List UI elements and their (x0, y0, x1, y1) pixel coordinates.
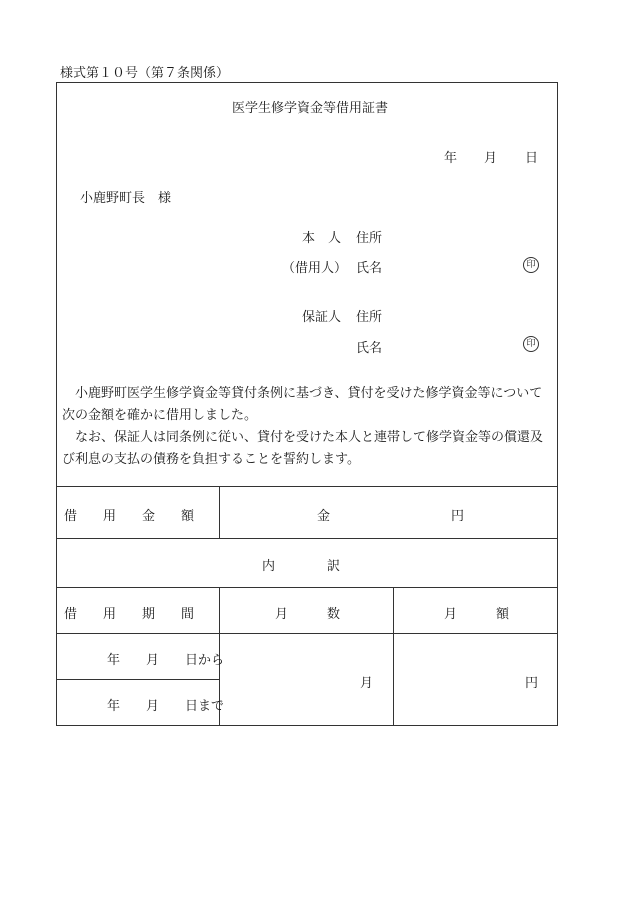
guarantor-name-label: 氏名 (356, 341, 383, 356)
table-line (56, 486, 558, 487)
guarantor-role: 保証人 (302, 310, 342, 325)
monthly-amount-header: 月 額 (444, 607, 510, 622)
period-from: 年 月 日から (107, 653, 225, 668)
date-year: 年 (444, 151, 458, 166)
date-day: 日 (525, 151, 539, 166)
document-title: 医学生修学資金等借用証書 (232, 101, 389, 116)
guarantor-address-label: 住所 (356, 310, 383, 325)
body-paragraph: 小鹿野町医学生修学資金等貸付条例に基づき、貸付を受けた修学資金等について次の金額を確かに借用しました。 (62, 386, 543, 423)
form-number: 様式第１０号（第７条関係） (60, 66, 230, 81)
loan-amount-label: 借 用 金 額 (64, 509, 195, 524)
breakdown-label: 内 訳 (262, 559, 341, 574)
borrower-role: 本 人 (302, 231, 342, 246)
body-paragraph: なお、保証人は同条例に従い、貸付を受けた本人と連帯して修学資金等の償還及び利息の支払の債務を負担することを誓約します。 (62, 430, 544, 467)
body-text (56, 383, 558, 471)
loan-period-label: 借 用 期 間 (64, 607, 195, 622)
period-to: 年 月 日まで (107, 699, 225, 714)
date-month: 月 (484, 151, 498, 166)
table-line (393, 587, 394, 726)
months-count-header: 月 数 (275, 607, 341, 622)
borrower-address-label: 住所 (356, 231, 383, 246)
amount-unit: 円 (451, 509, 465, 524)
table-line (56, 538, 558, 539)
table-line (219, 486, 220, 538)
table-line (56, 679, 220, 680)
months-unit: 月 (360, 676, 374, 691)
amount-prefix: 金 (317, 509, 331, 524)
yen-unit: 円 (525, 676, 539, 691)
borrower-name-label: 氏名 (356, 261, 383, 276)
borrower-seal-mark: 印 (523, 257, 539, 273)
table-line (56, 633, 558, 634)
table-line (56, 587, 558, 588)
borrower-role-sub: （借用人） (282, 261, 348, 276)
addressee: 小鹿野町長 様 (80, 191, 172, 206)
guarantor-seal-mark: 印 (523, 336, 539, 352)
